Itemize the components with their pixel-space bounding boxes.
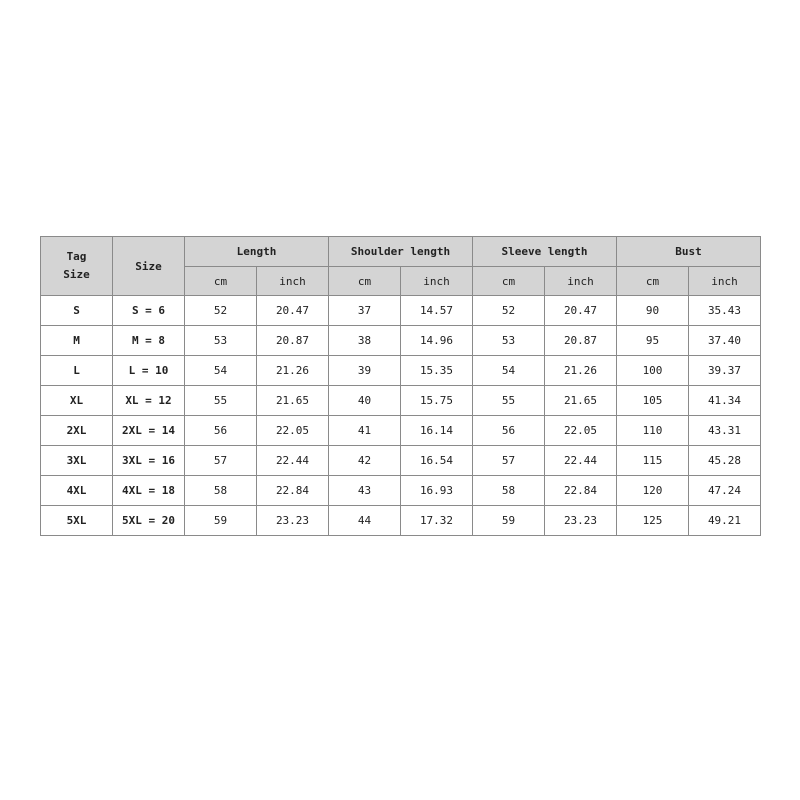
bust-cm-cell: 110 (617, 416, 689, 446)
length-cm-cell: 54 (185, 356, 257, 386)
shoulder-cm-cell: 41 (329, 416, 401, 446)
sleeve-cm-cell: 55 (473, 386, 545, 416)
shoulder-cm-cell: 40 (329, 386, 401, 416)
shoulder-cm-cell: 44 (329, 506, 401, 536)
unit-header-cm: cm (185, 267, 257, 296)
sleeve-cm-cell: 53 (473, 326, 545, 356)
sleeve-cm-cell: 58 (473, 476, 545, 506)
bust-cm-cell: 90 (617, 296, 689, 326)
header-row-groups (41, 237, 761, 267)
tag-header-line2: Size (63, 268, 90, 281)
tag-cell: XL (41, 386, 113, 416)
tag-cell: 3XL (41, 446, 113, 476)
bust-header: Bust (617, 237, 761, 267)
tag-size-header (41, 237, 113, 296)
length-cm-cell: 57 (185, 446, 257, 476)
tag-header-line1: Tag (66, 250, 87, 263)
unit-header-inch: inch (689, 267, 761, 296)
sleeve-inch-cell: 21.65 (545, 386, 617, 416)
table-row (41, 386, 761, 416)
length-header: Length (185, 237, 329, 267)
shoulder-inch-cell: 14.96 (401, 326, 473, 356)
sleeve-inch-cell: 23.23 (545, 506, 617, 536)
length-cm-cell: 56 (185, 416, 257, 446)
tag-cell: 5XL (41, 506, 113, 536)
sleeve-inch-cell: 20.47 (545, 296, 617, 326)
bust-inch-cell: 43.31 (689, 416, 761, 446)
size-cell: M = 8 (113, 326, 185, 356)
sleeve-inch-cell: 22.84 (545, 476, 617, 506)
shoulder-inch-cell: 16.14 (401, 416, 473, 446)
bust-cm-cell: 100 (617, 356, 689, 386)
length-cm-cell: 55 (185, 386, 257, 416)
unit-header-cm: cm (473, 267, 545, 296)
sleeve-cm-cell: 57 (473, 446, 545, 476)
sleeve-inch-cell: 22.44 (545, 446, 617, 476)
bust-inch-cell: 41.34 (689, 386, 761, 416)
sleeve-inch-cell: 21.26 (545, 356, 617, 386)
length-cm-cell: 52 (185, 296, 257, 326)
bust-inch-cell: 39.37 (689, 356, 761, 386)
tag-cell: M (41, 326, 113, 356)
bust-cm-cell: 105 (617, 386, 689, 416)
sleeve-cm-cell: 54 (473, 356, 545, 386)
table-row (41, 476, 761, 506)
length-cm-cell: 53 (185, 326, 257, 356)
length-inch-cell: 23.23 (257, 506, 329, 536)
length-inch-cell: 22.44 (257, 446, 329, 476)
length-inch-cell: 22.05 (257, 416, 329, 446)
size-cell: S = 6 (113, 296, 185, 326)
shoulder-cm-cell: 39 (329, 356, 401, 386)
shoulder-cm-cell: 43 (329, 476, 401, 506)
size-cell: L = 10 (113, 356, 185, 386)
size-cell: 4XL = 18 (113, 476, 185, 506)
table-row (41, 326, 761, 356)
shoulder-inch-cell: 16.93 (401, 476, 473, 506)
shoulder-cm-cell: 37 (329, 296, 401, 326)
unit-header-inch: inch (401, 267, 473, 296)
table-row (41, 446, 761, 476)
unit-header-cm: cm (617, 267, 689, 296)
unit-header-inch: inch (257, 267, 329, 296)
bust-cm-cell: 95 (617, 326, 689, 356)
table-row (41, 296, 761, 326)
unit-header-inch: inch (545, 267, 617, 296)
size-header: Size (113, 237, 185, 296)
sleeve-inch-cell: 22.05 (545, 416, 617, 446)
tag-cell: 2XL (41, 416, 113, 446)
shoulder-inch-cell: 17.32 (401, 506, 473, 536)
table-row (41, 416, 761, 446)
shoulder-cm-cell: 42 (329, 446, 401, 476)
bust-cm-cell: 120 (617, 476, 689, 506)
length-inch-cell: 20.87 (257, 326, 329, 356)
bust-inch-cell: 49.21 (689, 506, 761, 536)
size-cell: 2XL = 14 (113, 416, 185, 446)
sleeve-inch-cell: 20.87 (545, 326, 617, 356)
size-cell: 3XL = 16 (113, 446, 185, 476)
size-cell: 5XL = 20 (113, 506, 185, 536)
shoulder-inch-cell: 15.35 (401, 356, 473, 386)
length-inch-cell: 20.47 (257, 296, 329, 326)
length-inch-cell: 22.84 (257, 476, 329, 506)
table-row (41, 356, 761, 386)
sleeve-cm-cell: 56 (473, 416, 545, 446)
bust-inch-cell: 37.40 (689, 326, 761, 356)
length-inch-cell: 21.65 (257, 386, 329, 416)
bust-inch-cell: 47.24 (689, 476, 761, 506)
sleeve-cm-cell: 52 (473, 296, 545, 326)
size-chart-table (40, 236, 761, 536)
shoulder-inch-cell: 14.57 (401, 296, 473, 326)
length-cm-cell: 59 (185, 506, 257, 536)
length-inch-cell: 21.26 (257, 356, 329, 386)
bust-cm-cell: 125 (617, 506, 689, 536)
table-row (41, 506, 761, 536)
sleeve-length-header: Sleeve length (473, 237, 617, 267)
shoulder-inch-cell: 16.54 (401, 446, 473, 476)
length-cm-cell: 58 (185, 476, 257, 506)
bust-inch-cell: 35.43 (689, 296, 761, 326)
shoulder-inch-cell: 15.75 (401, 386, 473, 416)
bust-inch-cell: 45.28 (689, 446, 761, 476)
sleeve-cm-cell: 59 (473, 506, 545, 536)
bust-cm-cell: 115 (617, 446, 689, 476)
shoulder-cm-cell: 38 (329, 326, 401, 356)
shoulder-length-header: Shoulder length (329, 237, 473, 267)
tag-cell: L (41, 356, 113, 386)
tag-cell: S (41, 296, 113, 326)
tag-cell: 4XL (41, 476, 113, 506)
size-cell: XL = 12 (113, 386, 185, 416)
unit-header-cm: cm (329, 267, 401, 296)
